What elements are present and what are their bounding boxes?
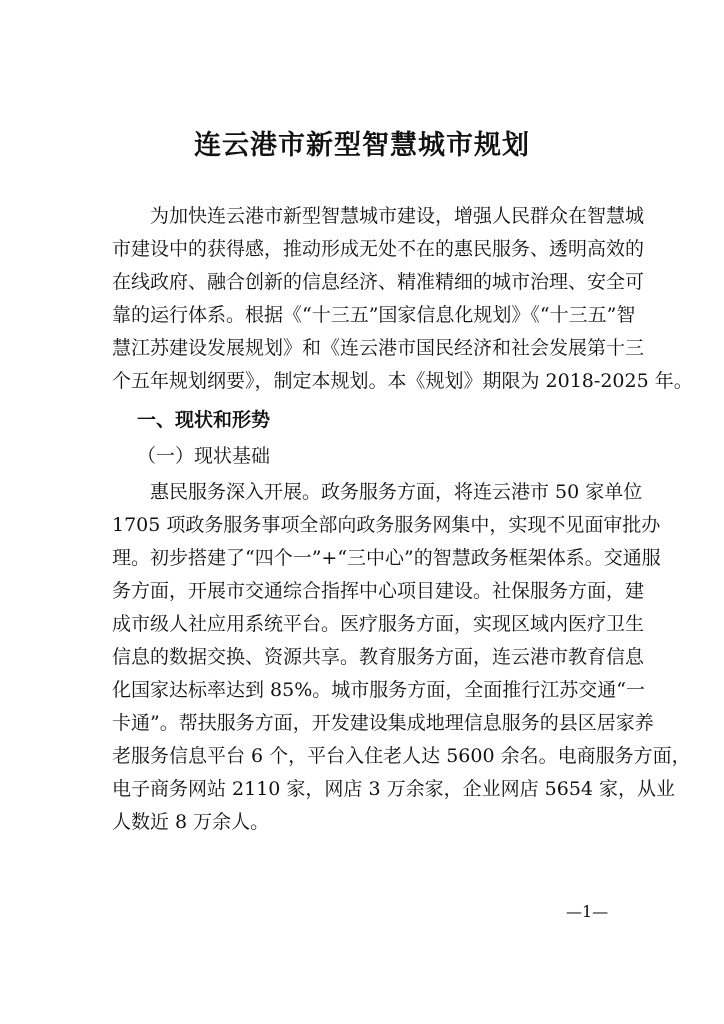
body-line: 理。初步搭建了“四个一”+“三中心”的智慧政务框架体系。交通服 bbox=[112, 547, 661, 569]
body-line: 1705 项政务服务事项全部向政务服务网集中，实现不见面审批办 bbox=[112, 514, 661, 536]
body-line: 务方面，开展市交通综合指挥中心项目建设。社保服务方面，建 bbox=[112, 580, 645, 602]
subsection-heading: （一）现状基础 bbox=[137, 445, 271, 467]
body-line: 电子商务网站 2110 家，网店 3 万余家，企业网店 5654 家，从业 bbox=[112, 778, 676, 800]
intro-line: 市建设中的获得感，推动形成无处不在的惠民服务、透明高效的 bbox=[112, 238, 645, 260]
section-heading: 一、现状和形势 bbox=[137, 409, 271, 431]
body-line: 惠民服务深入开展。政务服务方面，将连云港市 50 家单位 bbox=[150, 481, 643, 503]
document-title: 连云港市新型智慧城市规划 bbox=[194, 130, 530, 161]
body-line: 卡通”。帮扶服务方面，开发建设集成地理信息服务的县区居家养 bbox=[112, 712, 654, 734]
page-number: —1— bbox=[566, 902, 609, 921]
intro-line: 靠的运行体系。根据《“十三五”国家信息化规划》《“十三五”智 bbox=[112, 304, 636, 326]
intro-line: 慧江苏建设发展规划》和《连云港市国民经济和社会发展第十三 bbox=[112, 337, 645, 359]
intro-line: 在线政府、融合创新的信息经济、精准精细的城市治理、安全可 bbox=[112, 271, 645, 293]
body-paragraph bbox=[112, 476, 691, 839]
intro-paragraph bbox=[112, 200, 693, 398]
body-line: 老服务信息平台 6 个，平台入住老人达 5600 余名。电商服务方面， bbox=[112, 745, 691, 767]
body-line: 化国家达标率达到 85%。城市服务方面，全面推行江苏交通“一 bbox=[112, 679, 645, 701]
intro-line: 为加快连云港市新型智慧城市建设，增强人民群众在智慧城 bbox=[150, 205, 645, 227]
body-line: 信息的数据交换、资源共享。教育服务方面，连云港市教育信息 bbox=[112, 646, 645, 668]
body-line: 人数近 8 万余人。 bbox=[112, 811, 270, 833]
intro-line: 个五年规划纲要》，制定本规划。本《规划》期限为 2018-2025 年。 bbox=[112, 370, 693, 392]
body-line: 成市级人社应用系统平台。医疗服务方面，实现区域内医疗卫生 bbox=[112, 613, 645, 635]
